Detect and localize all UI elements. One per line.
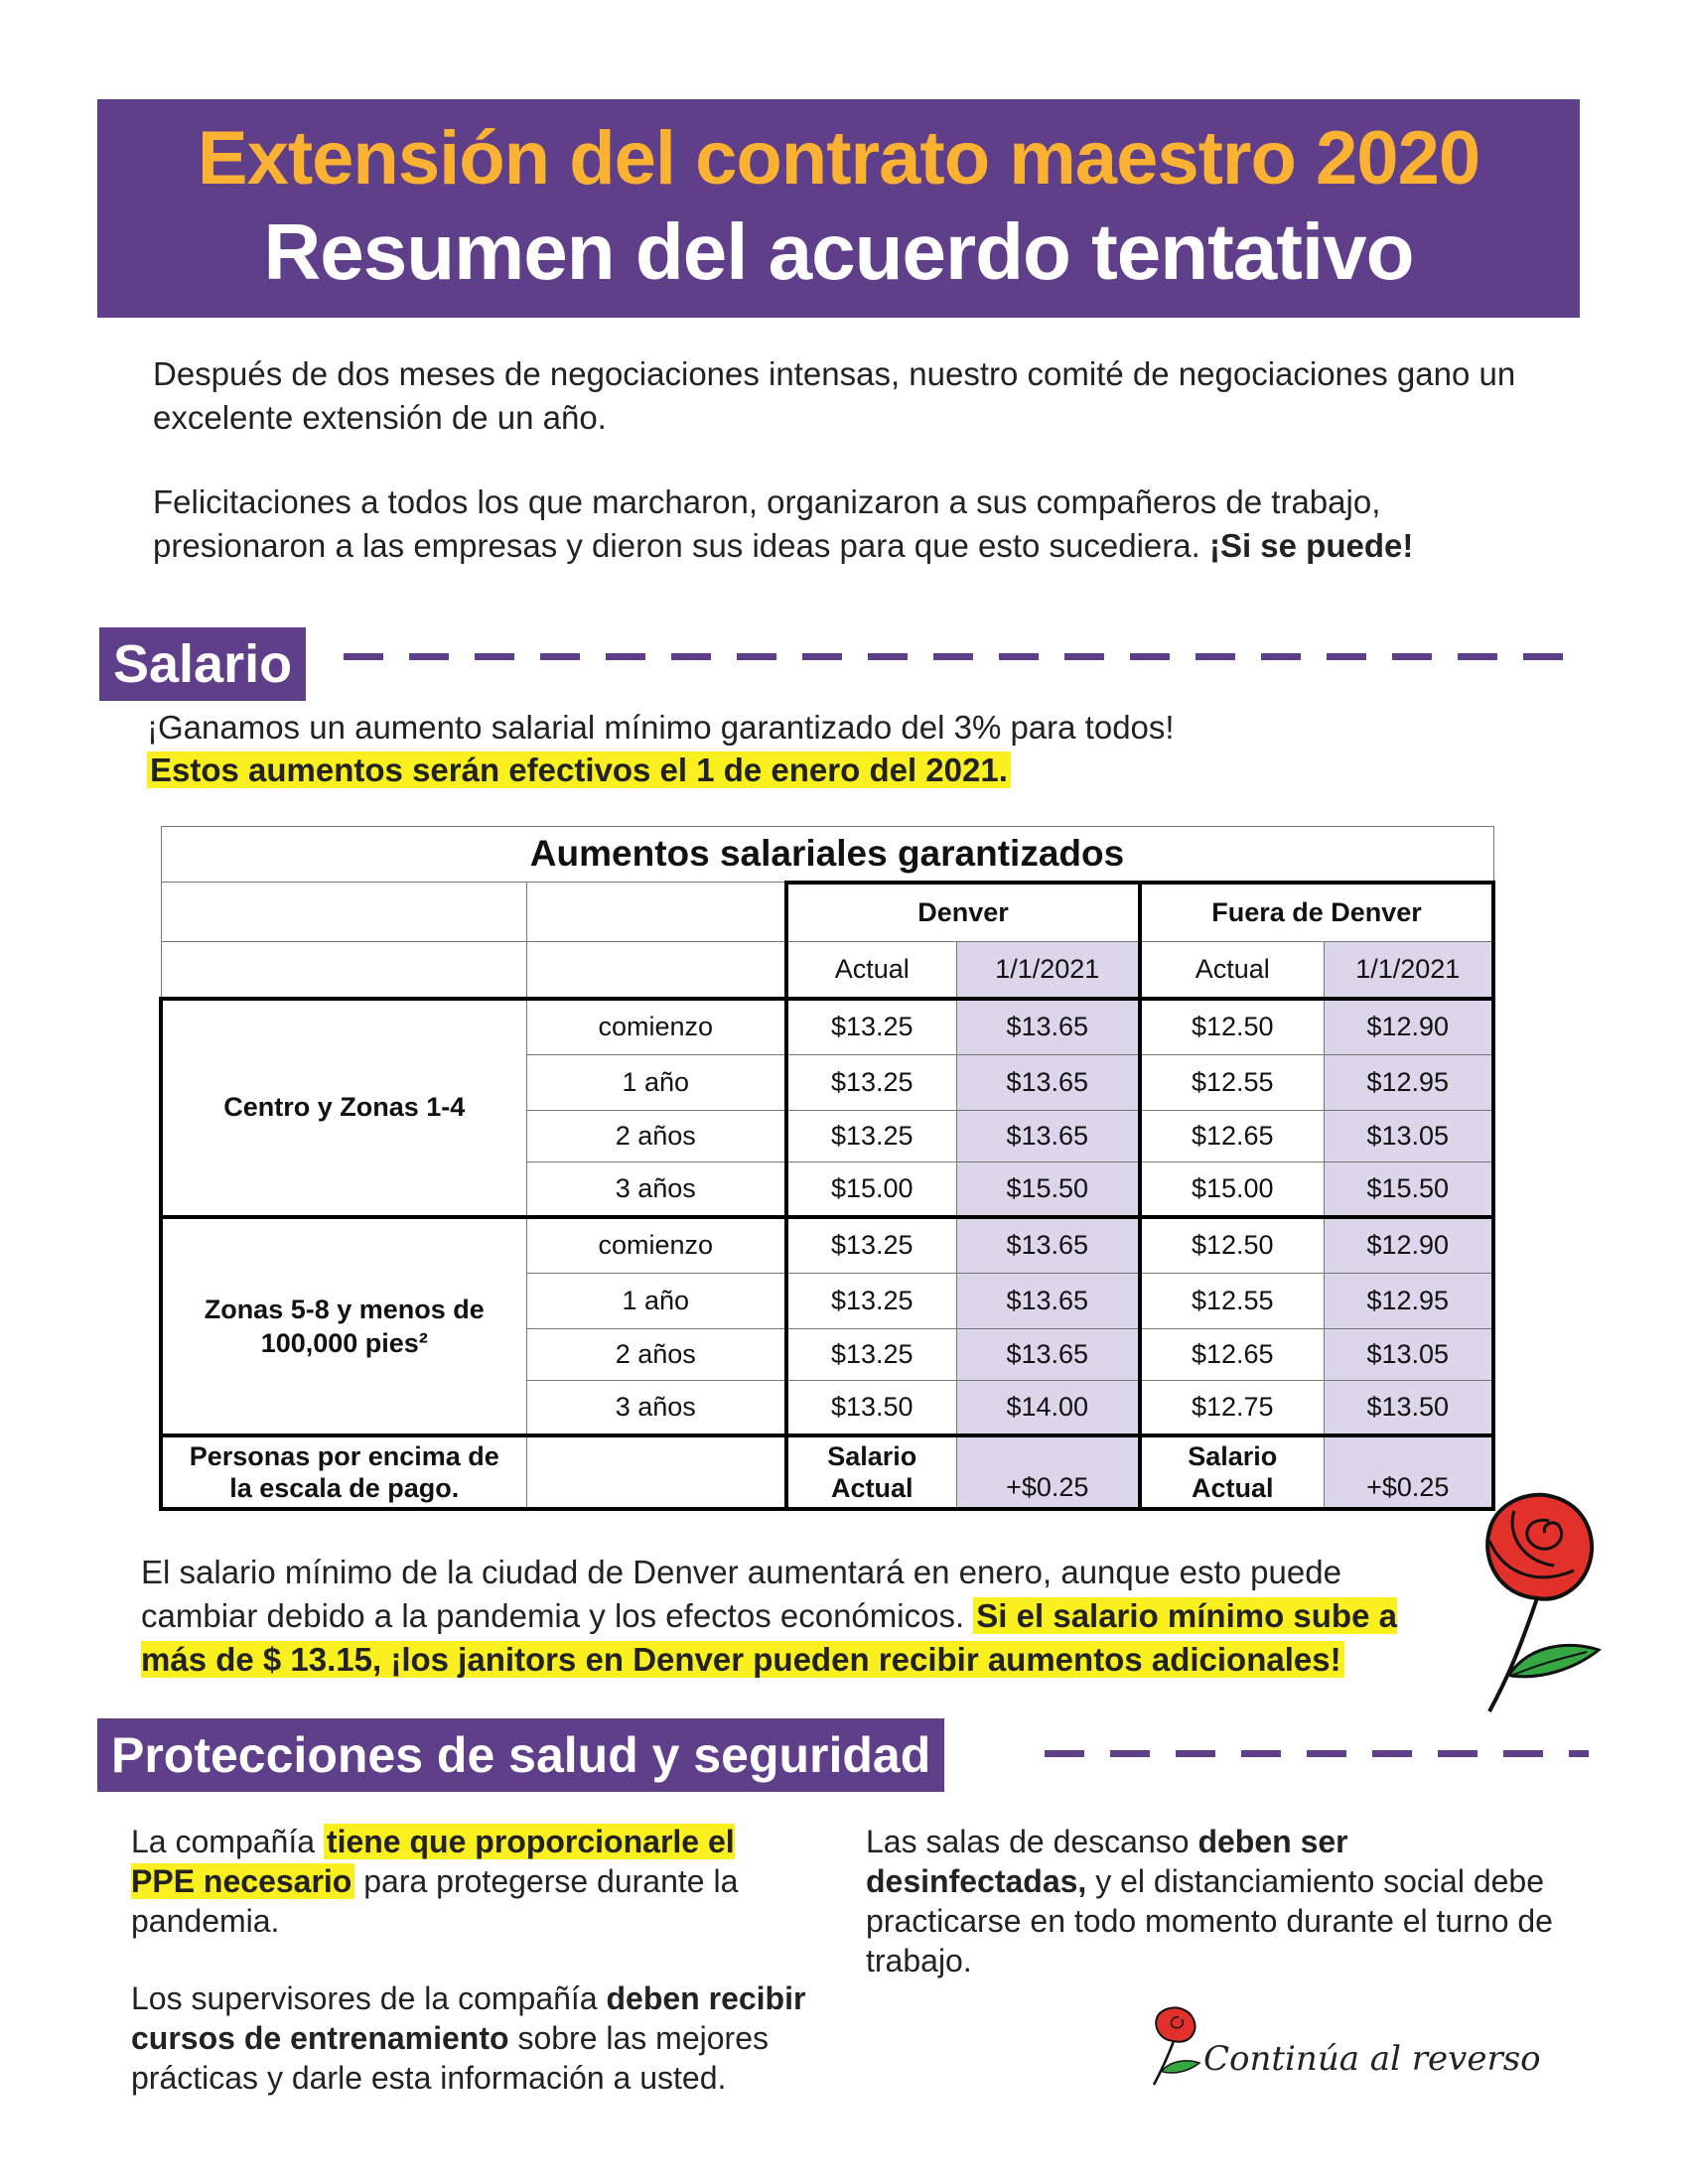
value-cell: $13.50 [786, 1381, 956, 1435]
title-banner [97, 99, 1580, 318]
ppe-highlight: tiene que proporcionarle el PPE necesario [131, 1824, 735, 1899]
above-scale-label: Personas por encima de la escala de pago. [161, 1435, 526, 1509]
training-pre: Los supervisores de la compañía [131, 1980, 607, 2016]
intro-p2-bold: ¡Si se puede! [1208, 527, 1414, 564]
value-cell: $12.50 [1140, 999, 1324, 1055]
value-cell: $15.50 [1324, 1162, 1493, 1217]
value-cell: $12.65 [1140, 1329, 1324, 1381]
training-paragraph [131, 1979, 846, 2098]
value-cell: $12.90 [1324, 999, 1493, 1055]
tenure-cell: 1 año [526, 1055, 786, 1111]
value-cell: $13.05 [1324, 1111, 1493, 1162]
salario-line2 [147, 749, 1011, 792]
breakroom-post: y el distanciamiento social debe practicarse en todo momento durante el turno de trabajo. [866, 1863, 1553, 1979]
tenure-cell: 1 año [526, 1274, 786, 1329]
sub-header: Actual [786, 942, 956, 999]
minwage-highlight: Si el salario mínimo sube a más de $ 13.15, ¡los janitors en Denver pueden recibir aumentos adicionales! [141, 1597, 1397, 1678]
tenure-cell: comienzo [526, 1217, 786, 1274]
value-cell: $13.65 [956, 1329, 1140, 1381]
blank-cell [161, 883, 526, 942]
rose-icon [1460, 1481, 1609, 1719]
blank-cell [526, 883, 786, 942]
sub-header: 1/1/2021 [956, 942, 1140, 999]
breakroom-bold: deben ser desinfectadas, [866, 1824, 1348, 1899]
tenure-cell: comienzo [526, 999, 786, 1055]
continue-label: Continúa al reverso [1203, 2039, 1541, 2079]
breakroom-paragraph [866, 1822, 1561, 1980]
denver-header: Denver [786, 883, 1140, 942]
intro-paragraph-2 [153, 480, 1543, 568]
value-cell: $12.65 [1140, 1111, 1324, 1162]
value-cell: $12.55 [1140, 1055, 1324, 1111]
fuera-denver-header: Fuera de Denver [1140, 883, 1493, 942]
sub-header: Actual [1140, 942, 1324, 999]
minwage-text: El salario mínimo de la ciudad de Denver aumentará en enero, aunque esto puede cambiar debido a la pandemia y los efectos económicos. [141, 1554, 1341, 1634]
value-cell: $15.00 [786, 1162, 956, 1217]
section-heading-salario: Salario [99, 627, 306, 701]
value-cell: $13.25 [786, 999, 956, 1055]
group-label: Centro y Zonas 1-4 [161, 999, 526, 1217]
breakroom-pre: Las salas de descanso [866, 1824, 1198, 1859]
banner-title-line2: Resumen del acuerdo tentativo [263, 207, 1414, 296]
wage-table [159, 826, 1495, 1511]
ppe-pre: La compañía [131, 1824, 324, 1859]
value-cell: $13.50 [1324, 1381, 1493, 1435]
value-cell: $13.05 [1324, 1329, 1493, 1381]
group-label: Zonas 5-8 y menos de 100,000 pies² [161, 1217, 526, 1435]
value-cell: $13.65 [956, 1217, 1140, 1274]
blank-cell [161, 942, 526, 999]
value-cell: Salario Actual [786, 1435, 956, 1509]
value-cell: +$0.25 [956, 1435, 1140, 1509]
value-cell: $13.65 [956, 1274, 1140, 1329]
value-cell: $13.25 [786, 1329, 956, 1381]
value-cell: $14.00 [956, 1381, 1140, 1435]
tenure-cell: 3 años [526, 1381, 786, 1435]
value-cell: $13.65 [956, 999, 1140, 1055]
table-title: Aumentos salariales garantizados [161, 827, 1493, 883]
value-cell: $13.65 [956, 1055, 1140, 1111]
value-cell: $12.50 [1140, 1217, 1324, 1274]
blank-cell [526, 1435, 786, 1509]
tenure-cell: 2 años [526, 1329, 786, 1381]
value-cell: +$0.25 [1324, 1435, 1493, 1509]
section-divider [344, 653, 1589, 660]
intro-paragraph-1: Después de dos meses de negociaciones intensas, nuestro comité de negociaciones gano un excelente extensión de un año. [153, 355, 1516, 436]
value-cell: $13.25 [786, 1217, 956, 1274]
section-heading-protecciones: Protecciones de salud y seguridad [97, 1718, 944, 1792]
value-cell: $12.55 [1140, 1274, 1324, 1329]
value-cell: $13.25 [786, 1274, 956, 1329]
ppe-post: para protegerse durante la pandemia. [131, 1863, 739, 1939]
training-bold: deben recibir cursos de entrenamiento [131, 1980, 806, 2056]
value-cell: $12.95 [1324, 1055, 1493, 1111]
banner-title-line1: Extensión del contrato maestro 2020 [197, 116, 1480, 201]
value-cell: $12.75 [1140, 1381, 1324, 1435]
section-divider [1045, 1750, 1589, 1757]
tenure-cell: 2 años [526, 1111, 786, 1162]
value-cell: $12.95 [1324, 1274, 1493, 1329]
salario-line1: ¡Ganamos un aumento salarial mínimo garantizado del 3% para todos! [147, 709, 1175, 746]
value-cell: $13.25 [786, 1055, 956, 1111]
salario-highlight: Estos aumentos serán efectivos el 1 de enero del 2021. [147, 751, 1011, 788]
value-cell: Salario Actual [1140, 1435, 1324, 1509]
sub-header: 1/1/2021 [1324, 942, 1493, 999]
value-cell: $13.25 [786, 1111, 956, 1162]
value-cell: $12.90 [1324, 1217, 1493, 1274]
wage-table-wrapper [159, 826, 1495, 1511]
value-cell: $15.00 [1140, 1162, 1324, 1217]
value-cell: $15.50 [956, 1162, 1140, 1217]
blank-cell [526, 942, 786, 999]
value-cell: $13.65 [956, 1111, 1140, 1162]
small-rose-icon [1146, 2005, 1203, 2087]
ppe-paragraph [131, 1822, 806, 1941]
training-post: sobre las mejores prácticas y darle esta información a usted. [131, 2020, 769, 2096]
minwage-paragraph [141, 1551, 1462, 1682]
tenure-cell: 3 años [526, 1162, 786, 1217]
intro-p2-text: Felicitaciones a todos los que marcharon, organizaron a sus compañeros de trabajo, presionaron a las empresas y dieron sus ideas para que esto sucediera. [153, 483, 1381, 564]
